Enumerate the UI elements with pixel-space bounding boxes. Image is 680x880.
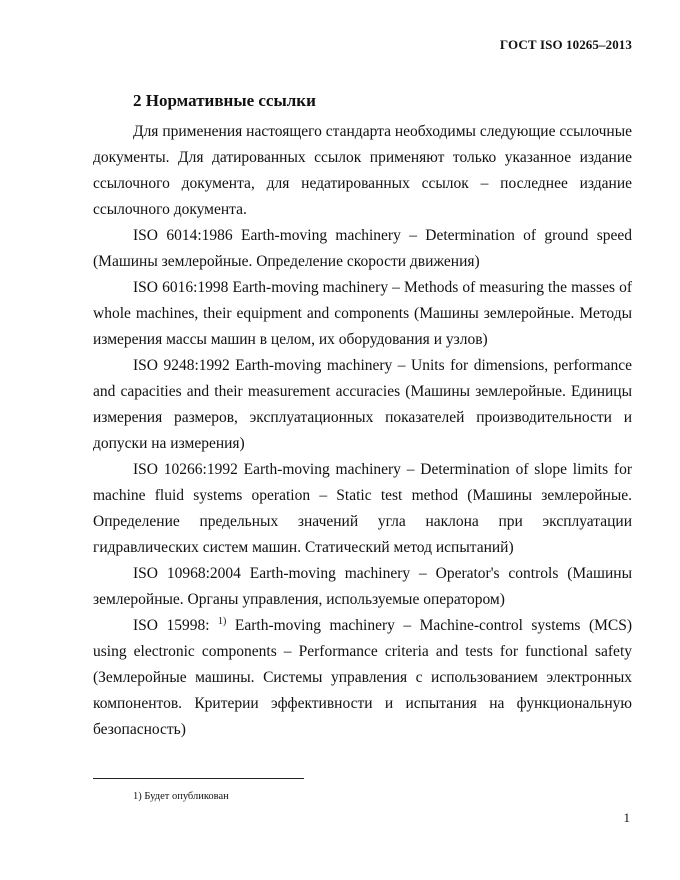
- footnote-text: 1) Будет опубликован: [133, 791, 229, 802]
- reference-item-iso-15998: [93, 613, 632, 743]
- intro-paragraph: Для применения настоящего стандарта необходимы следующие ссылочные документы. Для датированных ссылок применяют только указанное издание ссылочного документа, для недатированных ссылок – последнее издание ссылочного документа.: [93, 123, 632, 218]
- reference-text: Earth-moving machinery – Machine-control systems (MCS) using electronic components – Performance criteria and tests for functional safety (Землеройные машины. Системы управления с использованием электронных компонентов. Критерии эффективности и испытания на функциональную безопасность): [93, 617, 633, 738]
- reference-item-iso-10266: ISO 10266:1992 Earth-moving machinery – Determination of slope limits for machine fluid systems operation – Static test method (Машины землеройные. Определение предельных значений угла наклона при эксплуатации гидравлических систем машин. Статический метод испытаний): [93, 461, 632, 556]
- reference-item-iso-6016: ISO 6016:1998 Earth-moving machinery – Methods of measuring the masses of whole machines, their equipment and components (Машины землеройные. Методы измерения массы машин в целом, их оборудования и узлов): [93, 279, 632, 348]
- page-number: 1: [623, 810, 630, 825]
- footnote-divider: [93, 778, 304, 779]
- footnote-reference-mark[interactable]: 1): [218, 616, 227, 627]
- reference-code: ISO 15998:: [133, 617, 210, 634]
- reference-item-iso-6014: ISO 6014:1986 Earth-moving machinery – Determination of ground speed (Машины землеройные. Определение скорости движения): [93, 227, 632, 270]
- reference-item-iso-10968: ISO 10968:2004 Earth-moving machinery – Operator's controls (Машины землеройные. Органы управления, используемые оператором): [93, 565, 632, 608]
- reference-item-iso-9248: ISO 9248:1992 Earth-moving machinery – Units for dimensions, performance and capacities and their measurement accuracies (Машины землеройные. Единицы измерения размеров, эксплуатационных показателей производительности и допуски на измерения): [93, 357, 632, 452]
- section-body: [93, 119, 632, 743]
- section-title: 2 Нормативные ссылки: [133, 91, 316, 110]
- document-code-header: ГОСТ ISO 10265–2013: [499, 37, 632, 52]
